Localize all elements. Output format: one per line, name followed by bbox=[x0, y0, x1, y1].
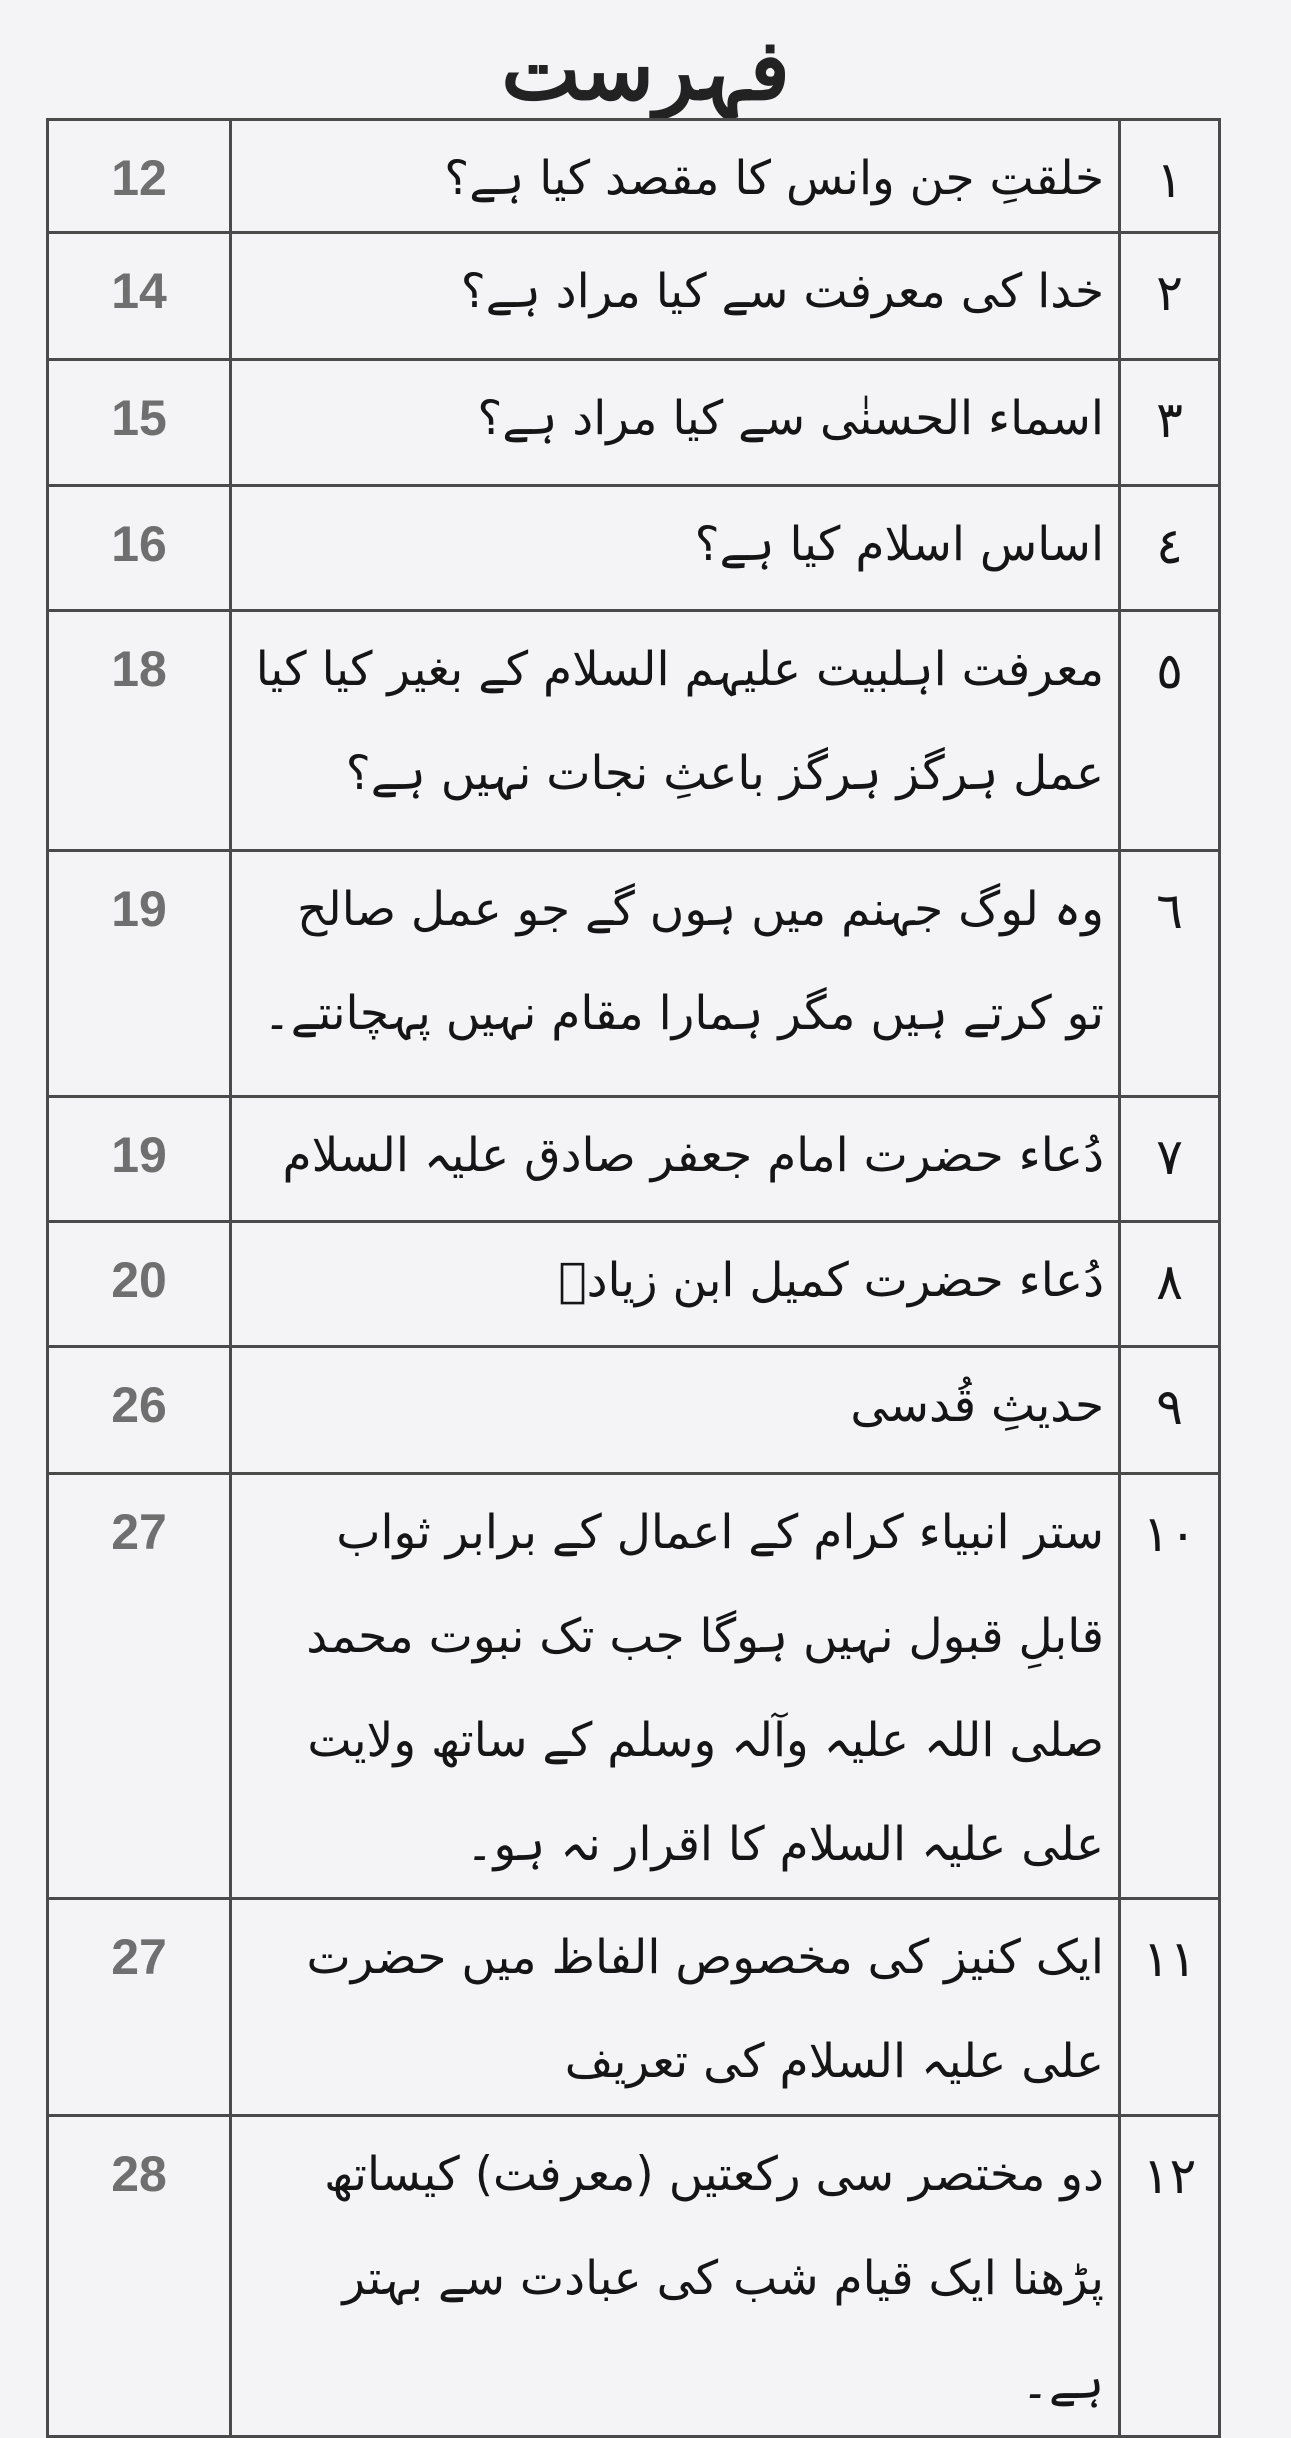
entry-title: اسماء الحسنٰی سے کیا مراد ہے؟ bbox=[231, 360, 1120, 486]
entry-title: معرفت اہلبیت علیہم السلام کے بغیر کیا کیا عمل ہرگز ہرگز باعثِ نجات نہیں ہے؟ bbox=[231, 611, 1120, 851]
entry-title: خدا کی معرفت سے کیا مراد ہے؟ bbox=[231, 233, 1120, 360]
page-number: 18 bbox=[48, 611, 231, 851]
page-number: 14 bbox=[48, 233, 231, 360]
page-number: 27 bbox=[48, 1899, 231, 2116]
entry-title: ستر انبیاء کرام کے اعمال کے برابر ثواب قابلِ قبول نہیں ہوگا جب تک نبوت محمد صلی اللہ علیہ وآلہ وسلم کے ساتھ ولایت علی علیہ السلام کا اقرار نہ ہو۔ bbox=[231, 1474, 1120, 1899]
entry-number: ١ bbox=[1120, 120, 1220, 233]
page-number: 12 bbox=[48, 120, 231, 233]
table-row bbox=[48, 1222, 1220, 1347]
entry-number: ١١ bbox=[1120, 1899, 1220, 2116]
table-row bbox=[48, 1474, 1220, 1899]
page-title: فہرست bbox=[501, 20, 790, 119]
page-number: 16 bbox=[48, 486, 231, 611]
table-row bbox=[48, 1899, 1220, 2116]
entry-number: ٦ bbox=[1120, 851, 1220, 1097]
page-number: 15 bbox=[48, 360, 231, 486]
page-number: 19 bbox=[48, 1097, 231, 1222]
entry-title: خلقتِ جن وانس کا مقصد کیا ہے؟ bbox=[231, 120, 1120, 233]
entry-title: حدیثِ قُدسی bbox=[231, 1347, 1120, 1474]
entry-title: دُعاء حضرت امام جعفر صادق علیہ السلام bbox=[231, 1097, 1120, 1222]
entry-number: ١٢ bbox=[1120, 2116, 1220, 2437]
page-number: 19 bbox=[48, 851, 231, 1097]
table-row bbox=[48, 611, 1220, 851]
entry-number: ٥ bbox=[1120, 611, 1220, 851]
table-row bbox=[48, 360, 1220, 486]
entry-title: دُعاء حضرت کمیل ابن زیادؒ bbox=[231, 1222, 1120, 1347]
entry-number: ٣ bbox=[1120, 360, 1220, 486]
entry-number: ١٠ bbox=[1120, 1474, 1220, 1899]
page-number: 20 bbox=[48, 1222, 231, 1347]
table-row bbox=[48, 120, 1220, 233]
contents-table bbox=[46, 118, 1221, 2438]
page-number: 26 bbox=[48, 1347, 231, 1474]
entry-number: ٤ bbox=[1120, 486, 1220, 611]
entry-number: ٧ bbox=[1120, 1097, 1220, 1222]
entry-title: دو مختصر سی رکعتیں (معرفت) کیساتھ پڑھنا ایک قیام شب کی عبادت سے بہتر ہے۔ bbox=[231, 2116, 1120, 2437]
page-number: 27 bbox=[48, 1474, 231, 1899]
entry-title: ایک کنیز کی مخصوص الفاظ میں حضرت علی علیہ السلام کی تعریف bbox=[231, 1899, 1120, 2116]
entry-number: ٨ bbox=[1120, 1222, 1220, 1347]
table-row bbox=[48, 1097, 1220, 1222]
page-number: 28 bbox=[48, 2116, 231, 2437]
table-row bbox=[48, 486, 1220, 611]
table-row bbox=[48, 1347, 1220, 1474]
entry-title: وہ لوگ جہنم میں ہوں گے جو عمل صالح تو کرتے ہیں مگر ہمارا مقام نہیں پہچانتے۔ bbox=[231, 851, 1120, 1097]
table-row bbox=[48, 2116, 1220, 2437]
table-row bbox=[48, 233, 1220, 360]
entry-number: ٢ bbox=[1120, 233, 1220, 360]
entry-number: ٩ bbox=[1120, 1347, 1220, 1474]
table-row bbox=[48, 851, 1220, 1097]
entry-title: اساس اسلام کیا ہے؟ bbox=[231, 486, 1120, 611]
